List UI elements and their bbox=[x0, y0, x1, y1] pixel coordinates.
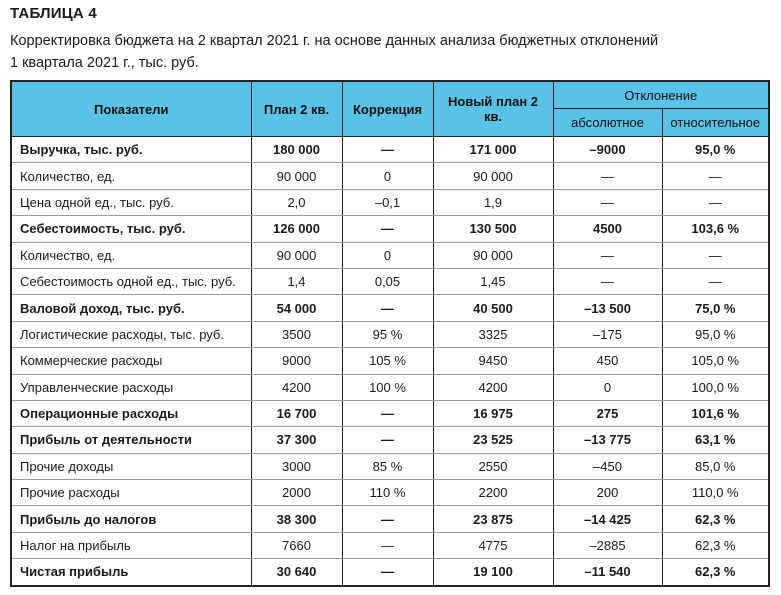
cell-new-plan-q2: 4200 bbox=[433, 374, 553, 400]
cell-deviation-relative: 95,0 % bbox=[662, 137, 769, 163]
table-row bbox=[11, 163, 769, 189]
table-row bbox=[11, 532, 769, 558]
cell-indicator: Прочие доходы bbox=[11, 453, 251, 479]
cell-deviation-absolute: –9000 bbox=[553, 137, 662, 163]
cell-indicator: Прочие расходы bbox=[11, 480, 251, 506]
table-row bbox=[11, 559, 769, 586]
cell-plan-q2: 38 300 bbox=[251, 506, 342, 532]
cell-deviation-relative: 105,0 % bbox=[662, 348, 769, 374]
cell-deviation-absolute: –13 500 bbox=[553, 295, 662, 321]
cell-new-plan-q2: 1,9 bbox=[433, 189, 553, 215]
table-body bbox=[11, 137, 769, 586]
cell-plan-q2: 7660 bbox=[251, 532, 342, 558]
cell-indicator: Количество, ед. bbox=[11, 163, 251, 189]
header-deviation: Отклонение bbox=[553, 81, 769, 109]
cell-correction: — bbox=[342, 295, 433, 321]
cell-deviation-relative: 62,3 % bbox=[662, 559, 769, 586]
header-absolute: абсолютное bbox=[553, 109, 662, 137]
cell-plan-q2: 16 700 bbox=[251, 400, 342, 426]
cell-deviation-relative: 62,3 % bbox=[662, 532, 769, 558]
cell-correction: –0,1 bbox=[342, 189, 433, 215]
cell-deviation-absolute: 200 bbox=[553, 480, 662, 506]
cell-correction: 0 bbox=[342, 163, 433, 189]
cell-indicator: Управленческие расходы bbox=[11, 374, 251, 400]
budget-table bbox=[10, 80, 770, 587]
cell-correction: — bbox=[342, 532, 433, 558]
cell-new-plan-q2: 9450 bbox=[433, 348, 553, 374]
cell-correction: 95 % bbox=[342, 321, 433, 347]
cell-new-plan-q2: 23 875 bbox=[433, 506, 553, 532]
cell-new-plan-q2: 90 000 bbox=[433, 163, 553, 189]
cell-deviation-absolute: 4500 bbox=[553, 216, 662, 242]
cell-new-plan-q2: 2550 bbox=[433, 453, 553, 479]
table-row bbox=[11, 400, 769, 426]
cell-deviation-relative: 101,6 % bbox=[662, 400, 769, 426]
cell-indicator: Цена одной ед., тыс. руб. bbox=[11, 189, 251, 215]
cell-indicator: Прибыль от деятельности bbox=[11, 427, 251, 453]
cell-plan-q2: 9000 bbox=[251, 348, 342, 374]
cell-deviation-absolute: –14 425 bbox=[553, 506, 662, 532]
cell-indicator: Валовой доход, тыс. руб. bbox=[11, 295, 251, 321]
cell-deviation-absolute: –11 540 bbox=[553, 559, 662, 586]
cell-correction: — bbox=[342, 427, 433, 453]
table-row bbox=[11, 348, 769, 374]
cell-deviation-relative: — bbox=[662, 268, 769, 294]
cell-new-plan-q2: 90 000 bbox=[433, 242, 553, 268]
cell-deviation-relative: 110,0 % bbox=[662, 480, 769, 506]
cell-deviation-absolute: — bbox=[553, 163, 662, 189]
cell-deviation-relative: — bbox=[662, 189, 769, 215]
cell-indicator: Количество, ед. bbox=[11, 242, 251, 268]
table-row bbox=[11, 295, 769, 321]
cell-correction: — bbox=[342, 137, 433, 163]
table-row bbox=[11, 427, 769, 453]
cell-deviation-absolute: — bbox=[553, 268, 662, 294]
cell-deviation-relative: 62,3 % bbox=[662, 506, 769, 532]
header-correction: Коррекция bbox=[342, 81, 433, 137]
cell-new-plan-q2: 16 975 bbox=[433, 400, 553, 426]
cell-correction: — bbox=[342, 559, 433, 586]
cell-deviation-absolute: –175 bbox=[553, 321, 662, 347]
cell-deviation-relative: 63,1 % bbox=[662, 427, 769, 453]
cell-new-plan-q2: 3325 bbox=[433, 321, 553, 347]
cell-plan-q2: 1,4 bbox=[251, 268, 342, 294]
table-row bbox=[11, 137, 769, 163]
cell-correction: 0 bbox=[342, 242, 433, 268]
table-row bbox=[11, 506, 769, 532]
cell-correction: — bbox=[342, 216, 433, 242]
cell-deviation-absolute: 0 bbox=[553, 374, 662, 400]
cell-new-plan-q2: 19 100 bbox=[433, 559, 553, 586]
header-plan-q2: План 2 кв. bbox=[251, 81, 342, 137]
table-header bbox=[11, 81, 769, 137]
cell-correction: 100 % bbox=[342, 374, 433, 400]
cell-new-plan-q2: 1,45 bbox=[433, 268, 553, 294]
table-row bbox=[11, 374, 769, 400]
cell-deviation-relative: — bbox=[662, 163, 769, 189]
cell-deviation-relative: — bbox=[662, 242, 769, 268]
table-label: ТАБЛИЦА 4 bbox=[10, 5, 97, 22]
table-row bbox=[11, 242, 769, 268]
cell-new-plan-q2: 4775 bbox=[433, 532, 553, 558]
cell-deviation-absolute: –2885 bbox=[553, 532, 662, 558]
cell-plan-q2: 90 000 bbox=[251, 242, 342, 268]
cell-indicator: Налог на прибыль bbox=[11, 532, 251, 558]
cell-plan-q2: 30 640 bbox=[251, 559, 342, 586]
cell-new-plan-q2: 130 500 bbox=[433, 216, 553, 242]
cell-new-plan-q2: 23 525 bbox=[433, 427, 553, 453]
header-relative: относительное bbox=[662, 109, 769, 137]
cell-correction: 110 % bbox=[342, 480, 433, 506]
cell-deviation-absolute: –13 775 bbox=[553, 427, 662, 453]
cell-plan-q2: 90 000 bbox=[251, 163, 342, 189]
cell-plan-q2: 4200 bbox=[251, 374, 342, 400]
cell-deviation-absolute: 450 bbox=[553, 348, 662, 374]
cell-indicator: Чистая прибыль bbox=[11, 559, 251, 586]
cell-correction: 85 % bbox=[342, 453, 433, 479]
cell-new-plan-q2: 2200 bbox=[433, 480, 553, 506]
cell-new-plan-q2: 40 500 bbox=[433, 295, 553, 321]
cell-indicator: Коммерческие расходы bbox=[11, 348, 251, 374]
cell-plan-q2: 54 000 bbox=[251, 295, 342, 321]
cell-plan-q2: 37 300 bbox=[251, 427, 342, 453]
cell-deviation-relative: 103,6 % bbox=[662, 216, 769, 242]
cell-deviation-absolute: –450 bbox=[553, 453, 662, 479]
cell-correction: — bbox=[342, 506, 433, 532]
cell-plan-q2: 2000 bbox=[251, 480, 342, 506]
cell-deviation-absolute: — bbox=[553, 242, 662, 268]
cell-correction: 105 % bbox=[342, 348, 433, 374]
cell-plan-q2: 2,0 bbox=[251, 189, 342, 215]
header-indicators: Показатели bbox=[11, 81, 251, 137]
cell-indicator: Прибыль до налогов bbox=[11, 506, 251, 532]
cell-new-plan-q2: 171 000 bbox=[433, 137, 553, 163]
table-row bbox=[11, 480, 769, 506]
cell-deviation-relative: 85,0 % bbox=[662, 453, 769, 479]
table-row bbox=[11, 216, 769, 242]
caption-line-2: 1 квартала 2021 г., тыс. руб. bbox=[10, 55, 199, 71]
cell-indicator: Себестоимость одной ед., тыс. руб. bbox=[11, 268, 251, 294]
table-row bbox=[11, 453, 769, 479]
caption-line-1: Корректировка бюджета на 2 квартал 2021 г. на основе данных анализа бюджетных отклонений bbox=[10, 33, 659, 49]
table-row bbox=[11, 321, 769, 347]
cell-indicator: Себестоимость, тыс. руб. bbox=[11, 216, 251, 242]
cell-correction: 0,05 bbox=[342, 268, 433, 294]
cell-plan-q2: 180 000 bbox=[251, 137, 342, 163]
cell-deviation-absolute: 275 bbox=[553, 400, 662, 426]
cell-indicator: Выручка, тыс. руб. bbox=[11, 137, 251, 163]
cell-plan-q2: 3000 bbox=[251, 453, 342, 479]
cell-deviation-relative: 95,0 % bbox=[662, 321, 769, 347]
cell-deviation-relative: 75,0 % bbox=[662, 295, 769, 321]
cell-indicator: Логистические расходы, тыс. руб. bbox=[11, 321, 251, 347]
table-row bbox=[11, 268, 769, 294]
cell-indicator: Операционные расходы bbox=[11, 400, 251, 426]
cell-correction: — bbox=[342, 400, 433, 426]
cell-deviation-relative: 100,0 % bbox=[662, 374, 769, 400]
cell-plan-q2: 3500 bbox=[251, 321, 342, 347]
cell-deviation-absolute: — bbox=[553, 189, 662, 215]
cell-plan-q2: 126 000 bbox=[251, 216, 342, 242]
table-row bbox=[11, 189, 769, 215]
table-caption bbox=[10, 30, 750, 74]
header-new-plan-q2: Новый план 2 кв. bbox=[433, 81, 553, 137]
